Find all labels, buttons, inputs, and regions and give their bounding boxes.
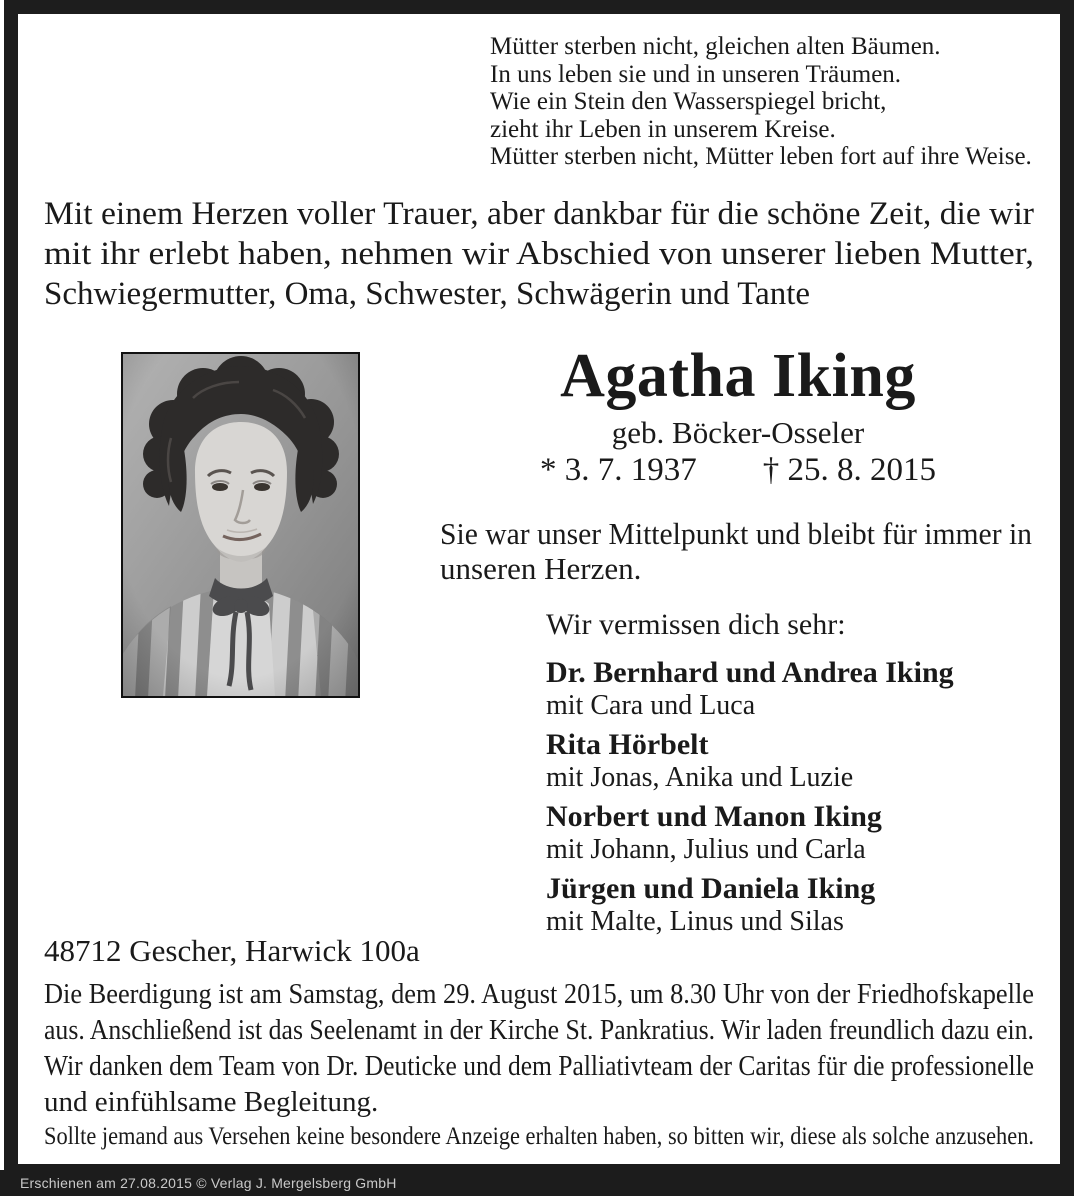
poem-line: Mütter sterben nicht, gleichen alten Bäumen. (490, 33, 941, 60)
family-entry (546, 728, 954, 793)
family-name: Norbert und Manon Iking (546, 800, 882, 833)
family-entry (546, 800, 954, 865)
funeral-info: Die Beerdigung ist am Samstag, dem 29. August 2015, um 8.30 Uhr von der Friedhofskapelle aus. Anschließend ist das Seelenamt in der Kirche St. Pankratius. Wir laden freundlich dazu ein. (44, 978, 1034, 1046)
family-children: mit Cara und Luca (546, 690, 756, 721)
poem-line: In uns leben sie und in unseren Träumen. (490, 60, 902, 88)
maiden-name: geb. Böcker-Osseler (611, 415, 865, 450)
poem-line: zieht ihr Leben in unserem Kreise. (490, 115, 836, 143)
deceased-name: Agatha Iking (560, 342, 916, 410)
deceased-header (432, 342, 1044, 450)
family-name: Dr. Bernhard und Andrea Iking (546, 656, 954, 689)
poem-line: Wie ein Stein den Wasserspiegel bricht, (490, 88, 887, 115)
birth-date: * 3. 7. 1937 (540, 452, 697, 488)
family-children: mit Malte, Linus und Silas (546, 906, 844, 937)
memorial-poem (490, 33, 1038, 171)
address-line: 48712 Gescher, Harwick 100a (44, 933, 420, 968)
family-children: mit Johann, Julius und Carla (546, 834, 866, 865)
intro-paragraph: Mit einem Herzen voller Trauer, aber dankbar für die schöne Zeit, die wir mit ihr erlebt haben, nehmen wir Abschied von unserer lieben Mutter, Schwiegermutter, Oma, Schwester, Schwägerin und Tante (44, 196, 1034, 312)
family-entry (546, 872, 954, 937)
family-name: Jürgen und Daniela Iking (546, 872, 876, 905)
death-date: † 25. 8. 2015 (762, 452, 936, 488)
portrait-photo (121, 352, 360, 698)
life-dates (432, 452, 1044, 488)
family-children: mit Jonas, Anika und Luzie (546, 762, 854, 793)
poem-line: Mütter sterben nicht, Mütter leben fort auf ihre Weise. (490, 143, 1032, 170)
family-list (546, 656, 954, 944)
farewell-heading: Wir vermissen dich sehr: (546, 608, 846, 641)
thanks-paragraph: Wir danken dem Team von Dr. Deuticke und dem Palliativteam der Caritas für die professionelle und einfühlsame Begleitung. (44, 1050, 1034, 1118)
portrait-image (123, 354, 358, 696)
publisher-footer-text: Erschienen am 27.08.2015 © Verlag J. Mergelsberg GmbH (20, 1175, 397, 1191)
publisher-footer (0, 1170, 1074, 1196)
family-name: Rita Hörbelt (546, 728, 709, 761)
family-entry (546, 656, 954, 721)
notice-line: Sollte jemand aus Versehen keine besondere Anzeige erhalten haben, so bitten wir, diese als solche anzusehen. (44, 1123, 1034, 1150)
tribute-text: Sie war unser Mittelpunkt und bleibt für immer in unseren Herzen. (440, 516, 1032, 586)
